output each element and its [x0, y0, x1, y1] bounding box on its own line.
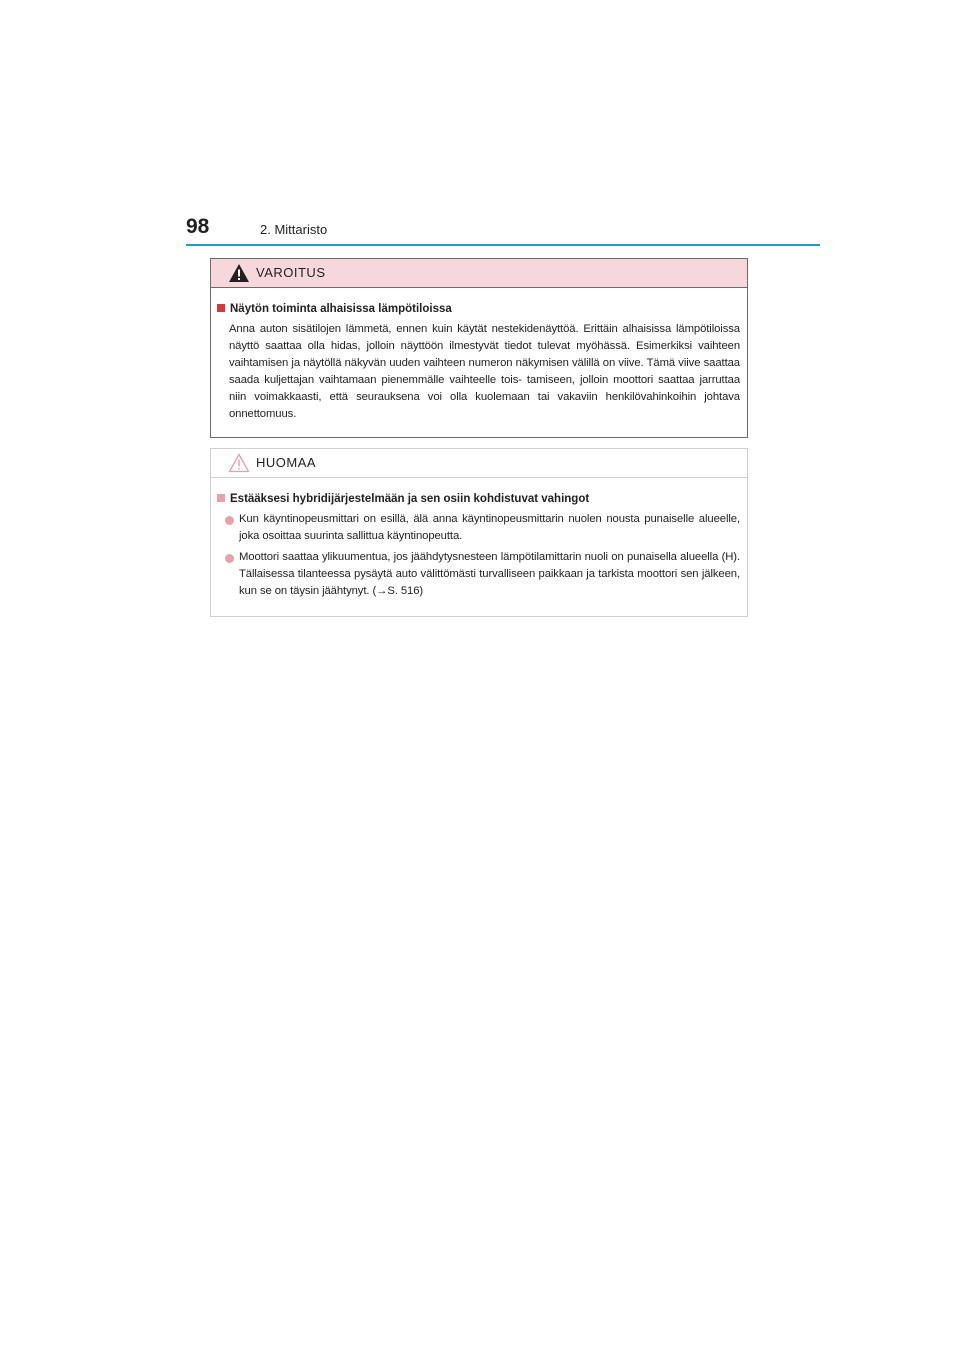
- notice-heading-text: Estääksesi hybridijärjestelmään ja sen osiin kohdistuvat vahingot: [230, 493, 590, 505]
- caution-triangle-outline-icon: [228, 453, 250, 473]
- notice-bullet-item: [225, 511, 740, 545]
- notice-bullet-text: Kun käyntinopeusmittari on esillä, älä anna käyntinopeusmittarin nuolen nousta punaiselle alueelle, joka osoittaa suurinta sallittua käyntinopeutta.: [239, 513, 740, 542]
- notice-body: [211, 478, 747, 600]
- page-header: [186, 214, 820, 246]
- bullet-dot-icon: [225, 511, 239, 545]
- red-square-bullet-icon: [217, 304, 225, 312]
- pink-square-bullet-icon: [217, 494, 225, 502]
- page-number: 98: [186, 215, 210, 238]
- section-title: 2. Mittaristo: [260, 222, 328, 237]
- warning-body: [211, 288, 747, 423]
- notice-bullet-text: Moottori saattaa ylikuumentua, jos jäähdytysnesteen lämpötilamittarin nuoli on punaisella alueella (H). Tällaisessa tilanteessa pysäytä auto välittömästi turvalliseen paikkaan ja tarkista moottori sen jälkeen, kun se on täysin jäähtynyt. (→S. 516): [239, 551, 740, 597]
- warning-item-heading: [217, 301, 740, 317]
- warning-triangle-filled-icon: [228, 263, 250, 283]
- header-rule: [186, 244, 820, 246]
- notice-label: HUOMAA: [256, 455, 317, 470]
- warning-label: VAROITUS: [256, 265, 326, 280]
- notice-box: [210, 448, 748, 617]
- warning-header: [211, 259, 747, 288]
- bullet-dot-icon: [225, 549, 239, 600]
- notice-header: [211, 449, 747, 478]
- warning-heading-text: Näytön toiminta alhaisissa lämpötiloissa: [230, 303, 452, 315]
- warning-paragraph: Anna auton sisätilojen lämmetä, ennen kuin käytät nestekidenäyttöä. Erittäin alhaisissa lämpötiloissa näyttö saattaa olla hidas, jolloin näyttöön ilmestyvät tiedot tulevat myöhässä. Esimerkiksi vaihteen vaihtamisen ja näytöllä näkyvän uuden vaihteen numeron näkymisen välillä on viive. Tämä viive saattaa saada kuljettajan vaihtamaan pienemmälle vaihteelle tois- tamiseen, jolloin moottori saattaa jarruttaa niin voimakkaasti, että seurauksena voi olla kuolemaan tai vakaviin henkilövahinkoihin johtava onnettomuus.: [229, 323, 740, 420]
- notice-bullet-item: [225, 549, 740, 600]
- notice-item-heading: [217, 491, 740, 507]
- warning-box: [210, 258, 748, 438]
